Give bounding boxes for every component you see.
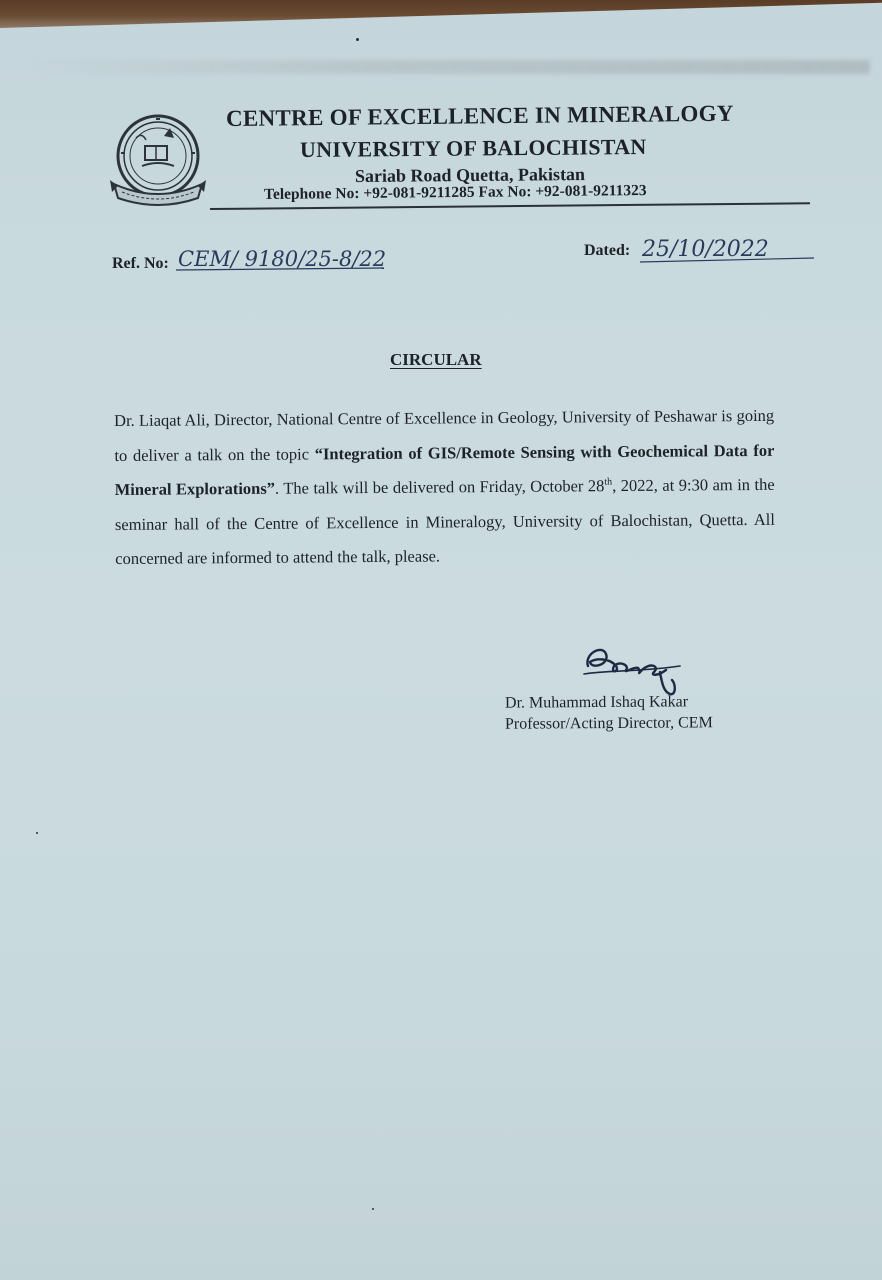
date-handwritten	[638, 232, 816, 282]
date-ordinal: th	[604, 476, 613, 488]
date-value: 25/10/2022	[642, 237, 769, 262]
reference-label: Ref. No:	[112, 255, 169, 272]
university-name: UNIVERSITY OF BALOCHISTAN	[299, 133, 647, 162]
body-text-intro: Dr. Liaqat Ali, Director, National Centre of Excellence in Geology, University of Peshawar is going to deliver a talk on the topic	[114, 405, 775, 465]
institution-address: Sariab Road Quetta, Pakistan	[354, 163, 586, 186]
reference-number: CEM/ 9180/25-8/22	[178, 247, 387, 271]
table-edge	[0, 0, 882, 28]
body-text-venue: , 2022, at 9:30 am in the seminar hall of the Centre of Excellence in Mineralogy, University of Balochistan, Quetta. All concerned are informed to attend the talk, please.	[114, 474, 775, 568]
contact-numbers: Telephone No: +92-081-9211285 Fax No: +92-081-9211323	[263, 181, 647, 203]
paper-speck	[36, 832, 38, 834]
signatory-name: Dr. Muhammad Ishaq Kakar	[504, 693, 689, 712]
paper-speck	[356, 38, 359, 41]
signatory-designation: Professor/Acting Director, CEM	[504, 714, 713, 733]
talk-topic: “Integration of GIS/Remote Sensing with Geochemical Data for Mineral Explorations”	[114, 440, 775, 499]
circular-heading: CIRCULAR	[390, 350, 482, 369]
date-label: Dated:	[584, 242, 631, 259]
institution-title: CENTRE OF EXCELLENCE IN MINERALOGY	[225, 100, 734, 131]
director-signature	[580, 636, 690, 700]
university-seal-logo	[106, 108, 210, 212]
body-text-schedule: . The talk will be delivered on Friday, October 28	[274, 476, 605, 498]
circular-body	[114, 399, 775, 577]
reference-number-handwritten	[174, 236, 404, 282]
paper-speck	[372, 1208, 374, 1210]
bleed-through-text	[30, 60, 870, 74]
